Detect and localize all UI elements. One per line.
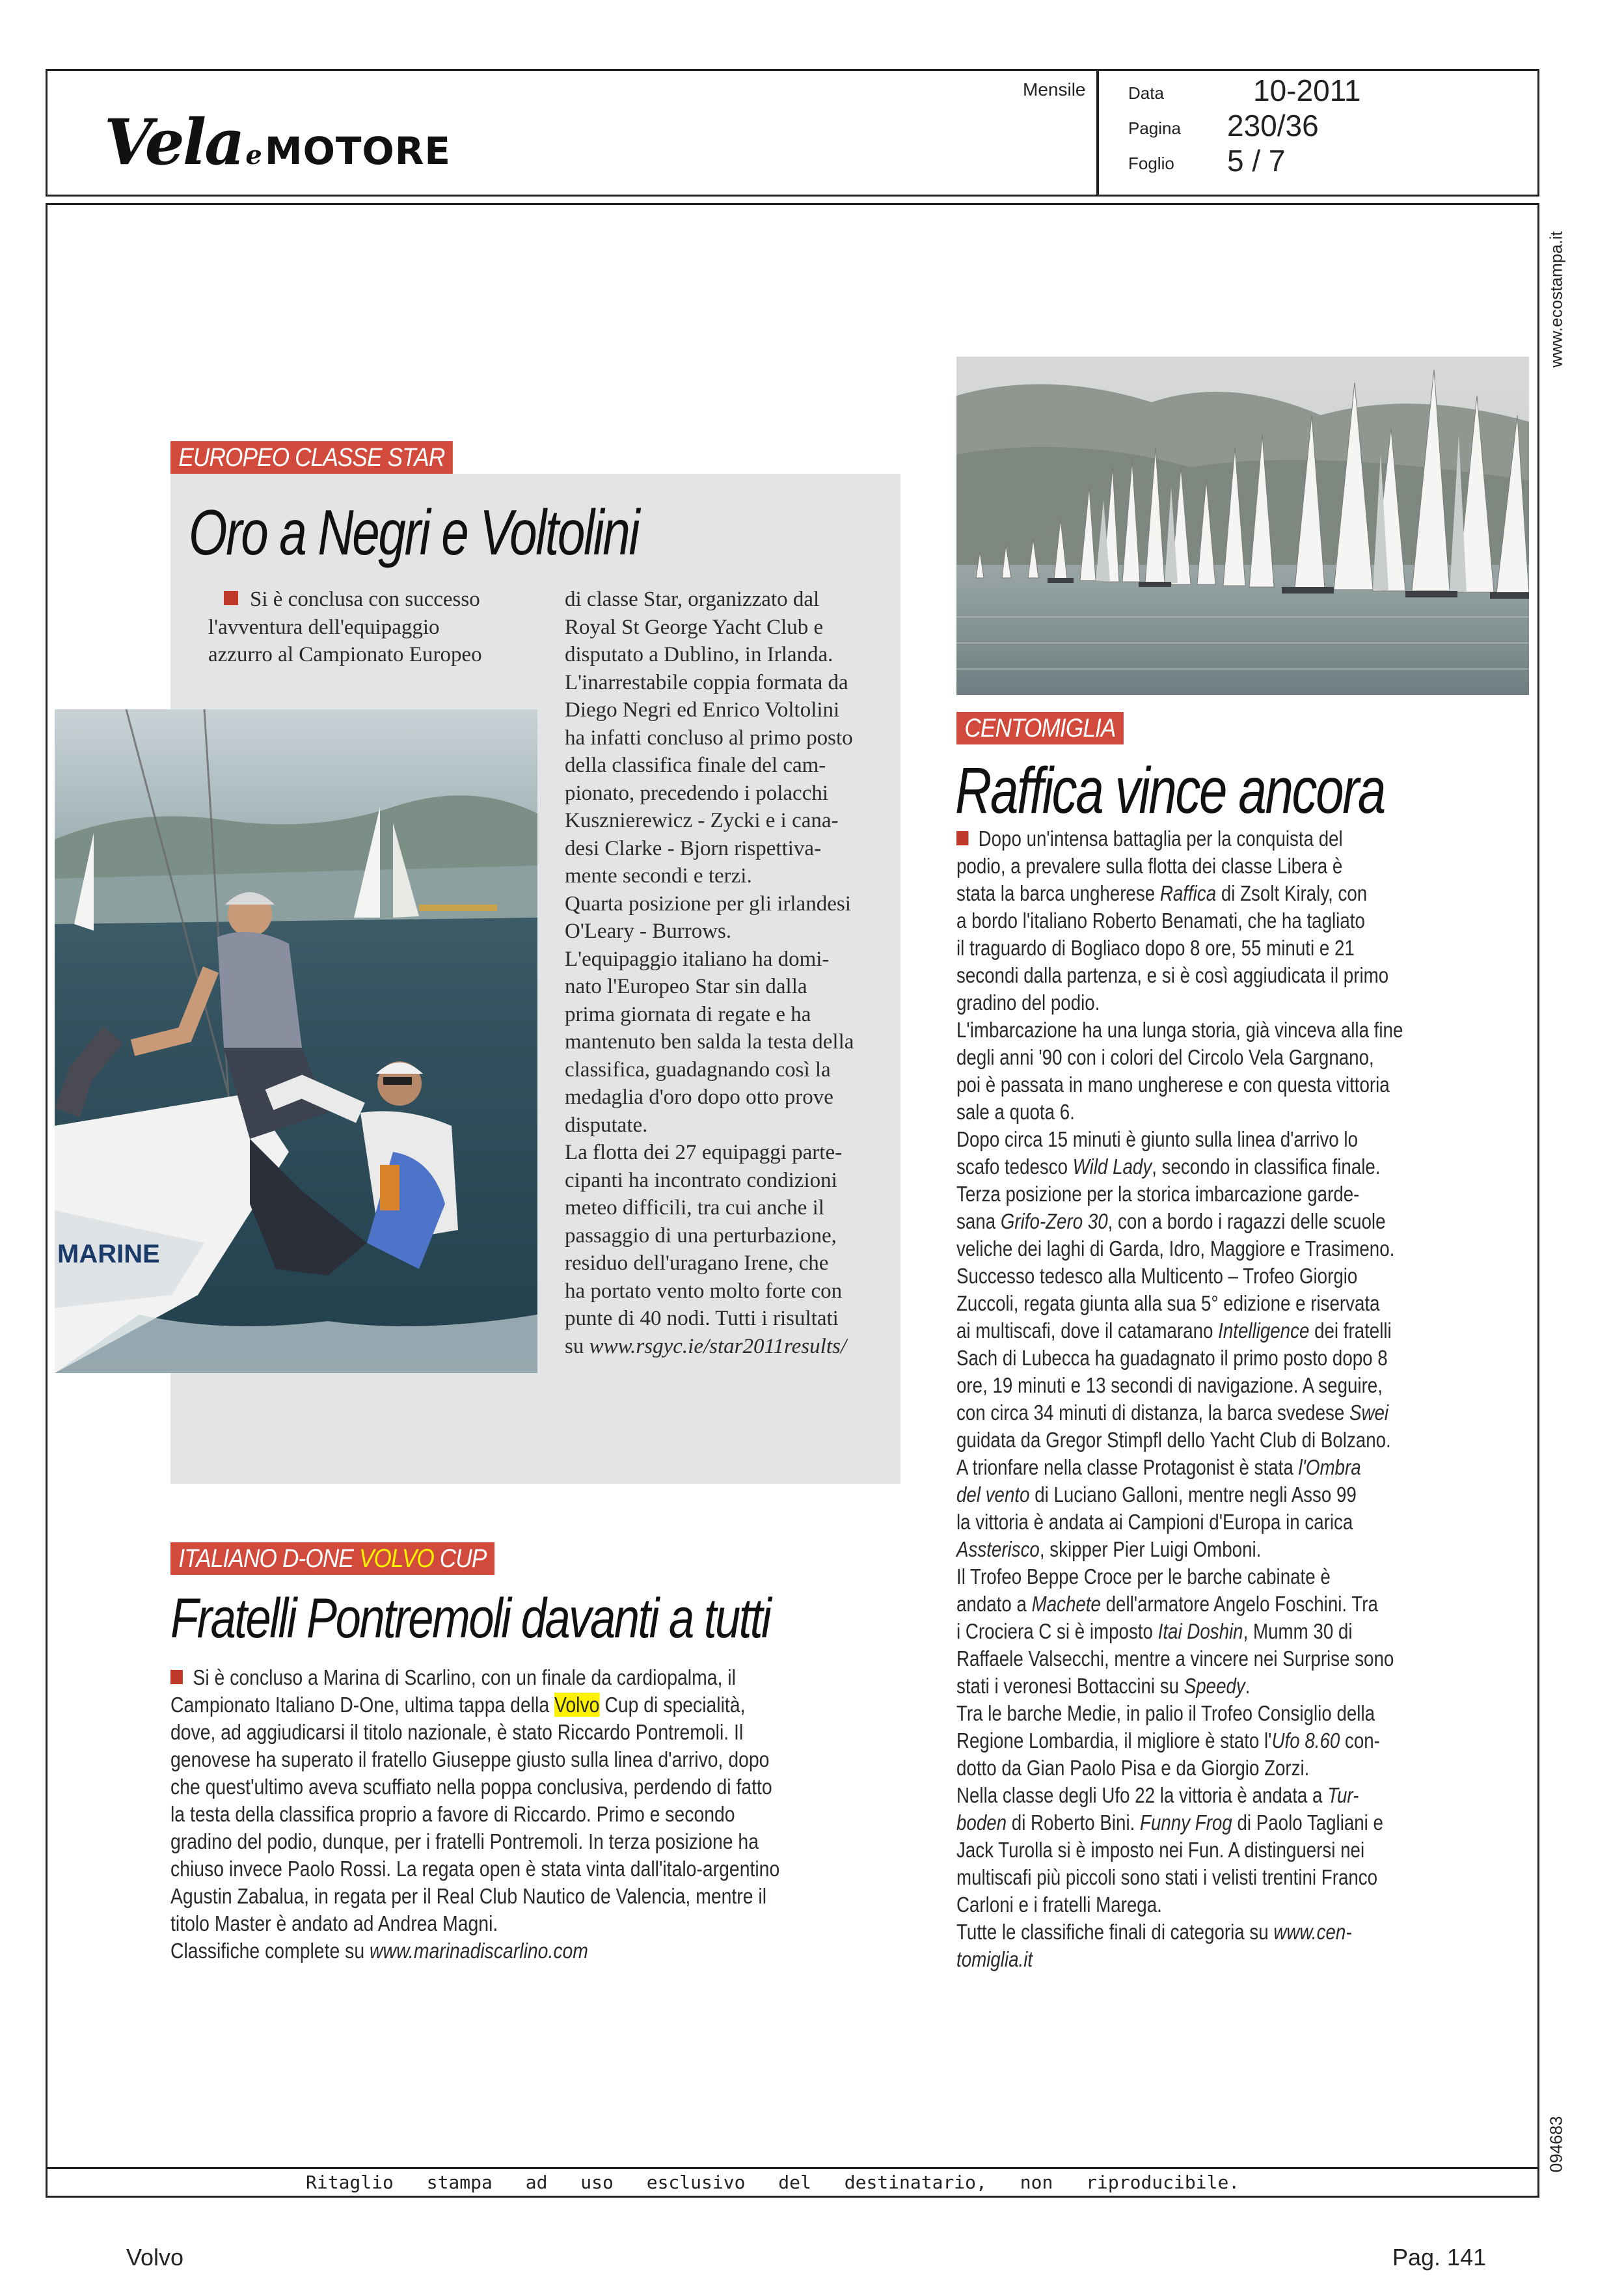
side-website: www.ecostampa.it (1546, 231, 1566, 368)
star-text-line: Royal St George Yacht Club e (565, 615, 824, 639)
star-text-line: disputato a Dublino, in Irlanda. (565, 643, 833, 666)
side-code: 094683 (1546, 2116, 1566, 2173)
star-text-line: Quarta posizione per gli irlandesi (565, 892, 851, 916)
star-headline: Oro a Negri e Voltolini (189, 497, 639, 568)
star-text-line: punte di 40 nodi. Tutti i risultati (565, 1307, 839, 1330)
done-kicker: ITALIANO D-ONE VOLVO CUP (170, 1542, 494, 1575)
star-text-line: ha portato vento molto forte con (565, 1279, 843, 1303)
star-kicker: EUROPEO CLASSE STAR (170, 441, 453, 474)
logo-vela: Vela (104, 105, 243, 179)
star-text-line: classifica, guadagnando così la (565, 1058, 831, 1082)
pagina-label: Pagina (1128, 118, 1181, 138)
logo-motore: MOTORE (264, 129, 452, 173)
star-text-line: L'equipaggio italiano ha domi- (565, 947, 830, 971)
star-text-line: Diego Negri ed Enrico Voltolini (565, 698, 840, 722)
pagina-value: 230/36 (1227, 109, 1319, 143)
star-text-line: prima giornata di regate e ha (565, 1002, 811, 1026)
star-text-line: Kusznierewicz - Zycki e i cana- (565, 809, 839, 832)
star-text-line: desi Clarke - Bjorn rispettiva- (565, 836, 822, 860)
bullet-square-icon (956, 831, 968, 845)
star-text-line: ha infatti concluso al primo posto (565, 726, 853, 750)
star-text-line: L'inarrestabile coppia formata da (565, 670, 848, 694)
star-text-line: nato l'Europeo Star sin dalla (565, 975, 807, 998)
centomiglia-kicker: CENTOMIGLIA (956, 712, 1124, 744)
centomiglia-headline: Raffica vince ancora (955, 754, 1385, 827)
star-text-line: mantenuto ben salda la testa della (565, 1030, 854, 1054)
foglio-value: 5 / 7 (1227, 144, 1286, 178)
bullet-square-icon (224, 591, 238, 605)
star-boat-photo (55, 709, 537, 1373)
done-body: Si è concluso a Marina di Scarlino, con un finale da cardiopalma, il Campionato Italiano D-One, ultima tappa della Volvo Cup di specialità, dove, ad aggiudicarsi il titolo nazionale, è stato Riccardo Pontremoli. Il genovese ha superato il fratello Giuseppe giusto sulla linea d'arrivo, dopo che quest'ultimo aveva scuffiato nella poppa conclusiva, perdendo di fatto la testa della classifica proprio a favore di Riccardo. Primo e secondo gradino del podio, dunque, per i fratelli Pontremoli. In terza posizione ha chiuso invece Paolo Rossi. La regata open è stata vinta dall'italo-argentino Agustin Zabalua, in regata per il Real Club Nautico de Valencia, mentre il titolo Master è andato ad Andrea Magni. Classifiche complete su www.marinadiscarlino.com (170, 1665, 780, 1963)
star-text-line: residuo dell'uragano Irene, che (565, 1251, 829, 1275)
foglio-label: Foglio (1128, 154, 1174, 173)
marinadiscarlino-link[interactable]: www.marinadiscarlino.com (370, 1939, 588, 1963)
disclaimer: Ritaglio stampa ad uso esclusivo del destinatario, non riproducibile. (306, 2172, 1240, 2193)
star-text-line: disputate. (565, 1113, 648, 1137)
star-text-line: su www.rsgyc.ie/star2011results/ (565, 1334, 846, 1358)
disclaimer-line (46, 2167, 1539, 2169)
done-headline: Fratelli Pontremoli davanti a tutti (170, 1587, 770, 1650)
star-text-line: cipanti ha incontrato condizioni (565, 1168, 837, 1192)
data-label: Data (1128, 83, 1164, 103)
star-text-line: passaggio di una perturbazione, (565, 1223, 837, 1248)
data-value: 10-2011 (1253, 74, 1361, 107)
volvo-highlight: Volvo (554, 1693, 600, 1717)
star-text-line: medaglia d'oro dopo otto prove (565, 1085, 833, 1109)
publication-logo (104, 105, 451, 179)
photo-hull-text: MARINE (57, 1240, 160, 1268)
star-text-line: O'Leary - Burrows. (565, 920, 732, 943)
star-text-line: pionato, precedendo i polacchi (565, 781, 829, 805)
star-text-line: meteo difficili, tra cui anche il (565, 1196, 824, 1220)
rsgyc-results-link[interactable]: www.rsgyc.ie/star2011results/ (589, 1334, 846, 1358)
centomiglia-link-end[interactable]: tomiglia.it (956, 1947, 1033, 1971)
footer-keyword: Volvo (126, 2244, 184, 2271)
regatta-fleet-photo (956, 357, 1529, 695)
header-divider (1096, 71, 1099, 195)
bullet-square-icon (170, 1670, 183, 1684)
centomiglia-body: Dopo un'intensa battaglia per la conquista del podio, a prevalere sulla flotta dei classe Libera è stata la barca ungherese Raffica di Zsolt Kiraly, con a bordo l'italiano Roberto Benamati, che ha tagliato il traguardo di Bogliaco dopo 8 ore, 55 minuti e 21 secondi dalla partenza, e si è così aggiudicata il primo gradino del podio. L'imbarcazione ha una lunga storia, già vinceva alla fine degli anni '90 con i colori del Circolo Vela Gargnano, poi è passata in mano ungherese e con questa vittoria sale a quota 6. Dopo circa 15 minuti è giunto sulla linea d'arrivo lo scafo tedesco Wild Lady, secondo in classifica finale. Terza posizione per la storica imbarcazione garde- sana Grifo-Zero 30, con a bordo i ragazzi delle scuole veliche dei laghi di Garda, Idro, Maggiore e Trasimeno. Successo tedesco alla Multicento – Trofeo Giorgio Zuccoli, regata giunta alla sua 5° edizione e riservata ai multiscafi, dove il catamarano Intelligence dei fratelli Sach di Lubecca ha guadagnato il primo posto dopo 8 ore, 19 minuti e 13 secondi di navigazione. A seguire, con circa 34 minuti di distanza, la barca svedese Swei guidata da Gregor Stimpfl dello Yacht Club di Bolzano. A trionfare nella classe Protagonist è stata l'Ombra del vento di Luciano Galloni, mentre negli Asso 99 la vittoria è andata ai Campioni d'Europa in carica Assterisco, skipper Pier Luigi Omboni. Il Trofeo Beppe Croce per le barche cabinate è andato a Machete dell'armatore Angelo Foschini. Tra i Crociera C si è imposto Itai Doshin, Mumm 30 di Raffaele Valsecchi, mentre a vincere nei Surprise sono stati i veronesi Bottaccini su Speedy. Tra le barche Medie, in palio il Trofeo Consiglio della Regione Lombardia, il migliore è stato l'Ufo 8.60 con- dotto da Gian Paolo Pisa e da Giorgio Zorzi. Nella classe degli Ufo 22 la vittoria è andata a Tur- boden di Roberto Bini. Funny Frog di Paolo Tagliani e Jack Turolla si è imposto nei Fun. A distinguersi nei multiscafi più piccoli sono stati i velisti trentini Franco Carloni e i fratelli Marega. Tutte le classifiche finali di categoria su www.cen- tomiglia.it (956, 826, 1403, 1971)
volvo-kicker-highlight: VOLVO (359, 1544, 434, 1573)
logo-e: e (245, 140, 262, 171)
star-text-line: della classifica finale del cam- (565, 754, 826, 777)
star-text-line: mente secondi e terzi. (565, 864, 752, 888)
star-text-line: di classe Star, organizzato dal (565, 588, 820, 611)
footer-page: Pag. 141 (1392, 2244, 1487, 2271)
star-col-left: Si è conclusa con successo l'avventura dell'equipaggio azzurro al Campionato Europeo (208, 588, 482, 666)
periodicity: Mensile (1023, 79, 1086, 100)
star-col-right (565, 586, 874, 1360)
star-text-line: La flotta dei 27 equipaggi parte- (565, 1141, 843, 1164)
centomiglia-link[interactable]: www.cen- (1273, 1920, 1352, 1944)
